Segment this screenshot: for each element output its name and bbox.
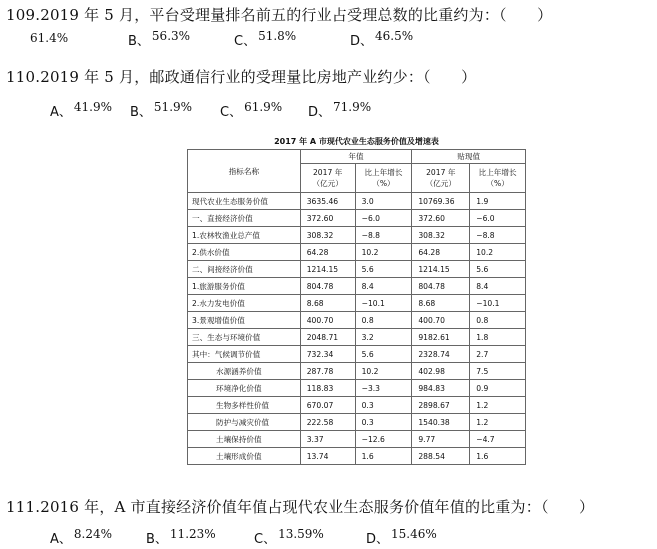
row-annual-value: 732.34: [300, 346, 355, 363]
option-value: 41.9%: [73, 100, 113, 114]
option-key: D、: [366, 532, 390, 547]
row-annual-growth: 3.2: [355, 329, 412, 346]
row-name: 2.水力发电价值: [188, 295, 301, 312]
row-discount-growth: −4.7: [470, 431, 526, 448]
row-discount-growth: 10.2: [470, 244, 526, 261]
row-annual-value: 13.74: [300, 448, 355, 465]
row-annual-growth: 10.2: [355, 244, 412, 261]
row-name: 环境净化价值: [188, 380, 301, 397]
row-name: 1.旅游服务价值: [188, 278, 301, 295]
row-annual-growth: 10.2: [355, 363, 412, 380]
row-name: 生物多样性价值: [188, 397, 301, 414]
row-discount-value: 1214.15: [412, 261, 470, 278]
option-110-a[interactable]: [50, 101, 112, 120]
row-discount-growth: 0.9: [470, 380, 526, 397]
row-annual-value: 64.28: [300, 244, 355, 261]
question-111: 111.2016 年，A 市直接经济价值年值占现代农业生态服务价值年值的比重为：（ ）: [6, 498, 595, 516]
option-value: 8.24%: [73, 527, 113, 541]
option-110-d[interactable]: [308, 101, 371, 120]
option-key: C、: [254, 532, 277, 547]
row-annual-growth: 0.3: [355, 414, 412, 431]
row-name: 土壤形成价值: [188, 448, 301, 465]
options-110: [0, 101, 657, 125]
option-key: B、: [128, 34, 150, 49]
question-109: 109.2019 年 5 月，平台受理量排名前五的行业占受理总数的比重约为：（ ）: [6, 6, 553, 24]
row-name: 3.景观增值价值: [188, 312, 301, 329]
table-row: [188, 193, 526, 210]
row-discount-value: 8.68: [412, 295, 470, 312]
table-row: [188, 431, 526, 448]
data-table: [187, 149, 526, 465]
row-discount-value: 2328.74: [412, 346, 470, 363]
option-value: 61.4%: [30, 31, 69, 45]
row-discount-value: 2898.67: [412, 397, 470, 414]
row-annual-value: 3635.46: [300, 193, 355, 210]
option-key: A、: [50, 105, 72, 120]
option-value: 15.46%: [391, 527, 437, 541]
option-111-a[interactable]: [50, 528, 112, 547]
table-row: [188, 244, 526, 261]
row-annual-value: 287.78: [300, 363, 355, 380]
option-111-d[interactable]: [366, 528, 437, 547]
row-annual-growth: −12.6: [355, 431, 412, 448]
option-key: D、: [350, 34, 374, 49]
header-indicator: 指标名称: [188, 150, 301, 193]
header-growth: 比上年增长 （%）: [470, 164, 526, 193]
row-annual-growth: 3.0: [355, 193, 412, 210]
row-annual-growth: 8.4: [355, 278, 412, 295]
row-annual-value: 222.58: [300, 414, 355, 431]
row-discount-growth: −10.1: [470, 295, 526, 312]
row-discount-growth: 7.5: [470, 363, 526, 380]
row-discount-growth: 1.9: [470, 193, 526, 210]
row-annual-value: 400.70: [300, 312, 355, 329]
table-row: [188, 295, 526, 312]
question-110: 110.2019 年 5 月，邮政通信行业的受理量比房地产业约少：（ ）: [6, 68, 477, 86]
table-body: [188, 193, 526, 465]
row-discount-value: 9.77: [412, 431, 470, 448]
option-110-b[interactable]: [130, 101, 192, 120]
option-value: 56.3%: [151, 29, 191, 43]
row-name: 二、间接经济价值: [188, 261, 301, 278]
row-discount-value: 400.70: [412, 312, 470, 329]
option-value: 46.5%: [375, 29, 414, 43]
row-discount-growth: 1.2: [470, 414, 526, 431]
table-header-row: [188, 150, 526, 164]
option-111-b[interactable]: [146, 528, 216, 547]
row-discount-value: 10769.36: [412, 193, 470, 210]
option-value: 61.9%: [244, 100, 283, 114]
table-row: [188, 448, 526, 465]
row-annual-value: 804.78: [300, 278, 355, 295]
option-110-c[interactable]: [220, 101, 282, 120]
row-discount-growth: −8.8: [470, 227, 526, 244]
option-key: C、: [220, 105, 243, 120]
table-row: [188, 278, 526, 295]
row-discount-growth: 1.8: [470, 329, 526, 346]
row-name: 现代农业生态服务价值: [188, 193, 301, 210]
row-annual-growth: −8.8: [355, 227, 412, 244]
table-row: [188, 329, 526, 346]
option-value: 71.9%: [333, 100, 372, 114]
option-value: 51.8%: [258, 29, 297, 43]
row-discount-value: 308.32: [412, 227, 470, 244]
row-annual-value: 2048.71: [300, 329, 355, 346]
header-growth: 比上年增长 （%）: [355, 164, 412, 193]
table-row: [188, 227, 526, 244]
row-annual-growth: 0.3: [355, 397, 412, 414]
options-111: [0, 528, 657, 549]
option-109-d[interactable]: [350, 30, 413, 49]
option-key: D、: [308, 105, 332, 120]
row-name: 水源涵养价值: [188, 363, 301, 380]
row-name: 一、直接经济价值: [188, 210, 301, 227]
option-key: C、: [234, 34, 257, 49]
table-row: [188, 363, 526, 380]
row-annual-value: 3.37: [300, 431, 355, 448]
row-discount-value: 372.60: [412, 210, 470, 227]
row-annual-growth: 0.8: [355, 312, 412, 329]
option-109-a[interactable]: [28, 30, 68, 46]
row-discount-growth: 1.2: [470, 397, 526, 414]
table-row: [188, 397, 526, 414]
row-annual-value: 118.83: [300, 380, 355, 397]
option-key: A、: [50, 532, 72, 547]
row-discount-growth: 0.8: [470, 312, 526, 329]
row-annual-value: 8.68: [300, 295, 355, 312]
header-value-2017: 2017 年 （亿元）: [412, 164, 470, 193]
row-name: 其中：气候调节价值: [188, 346, 301, 363]
option-key: B、: [146, 532, 168, 547]
table-title: 2017 年 A 市现代农业生态服务价值及增速表: [274, 137, 439, 146]
option-value: 11.23%: [169, 527, 216, 541]
options-109: [0, 30, 657, 54]
row-annual-growth: −10.1: [355, 295, 412, 312]
row-name: 2.供水价值: [188, 244, 301, 261]
row-annual-value: 372.60: [300, 210, 355, 227]
row-discount-growth: 2.7: [470, 346, 526, 363]
row-name: 土壤保持价值: [188, 431, 301, 448]
table-row: [188, 312, 526, 329]
header-discount: 贴现值: [412, 150, 526, 164]
header-annual: 年值: [300, 150, 412, 164]
row-discount-value: 402.98: [412, 363, 470, 380]
table-row: [188, 261, 526, 278]
row-annual-growth: 1.6: [355, 448, 412, 465]
table-row: [188, 210, 526, 227]
row-discount-value: 288.54: [412, 448, 470, 465]
row-annual-growth: 5.6: [355, 261, 412, 278]
header-value-2017: 2017 年 （亿元）: [300, 164, 355, 193]
row-name: 防护与减灾价值: [188, 414, 301, 431]
row-discount-value: 1540.38: [412, 414, 470, 431]
table-row: [188, 414, 526, 431]
row-discount-growth: 5.6: [470, 261, 526, 278]
row-discount-value: 984.83: [412, 380, 470, 397]
table-row: [188, 380, 526, 397]
option-value: 51.9%: [153, 100, 193, 114]
option-111-c[interactable]: [254, 528, 324, 547]
row-annual-value: 1214.15: [300, 261, 355, 278]
row-discount-growth: 1.6: [470, 448, 526, 465]
row-name: 三、生态与环境价值: [188, 329, 301, 346]
option-109-b[interactable]: [128, 30, 190, 49]
row-discount-value: 804.78: [412, 278, 470, 295]
row-annual-growth: −3.3: [355, 380, 412, 397]
row-annual-growth: 5.6: [355, 346, 412, 363]
row-discount-value: 64.28: [412, 244, 470, 261]
row-annual-value: 308.32: [300, 227, 355, 244]
row-discount-value: 9182.61: [412, 329, 470, 346]
row-discount-growth: −6.0: [470, 210, 526, 227]
option-109-c[interactable]: [234, 30, 296, 49]
option-key: B、: [130, 105, 152, 120]
row-name: 1.农林牧渔业总产值: [188, 227, 301, 244]
row-annual-value: 670.07: [300, 397, 355, 414]
row-annual-growth: −6.0: [355, 210, 412, 227]
table-row: [188, 346, 526, 363]
option-value: 13.59%: [278, 527, 324, 541]
row-discount-growth: 8.4: [470, 278, 526, 295]
